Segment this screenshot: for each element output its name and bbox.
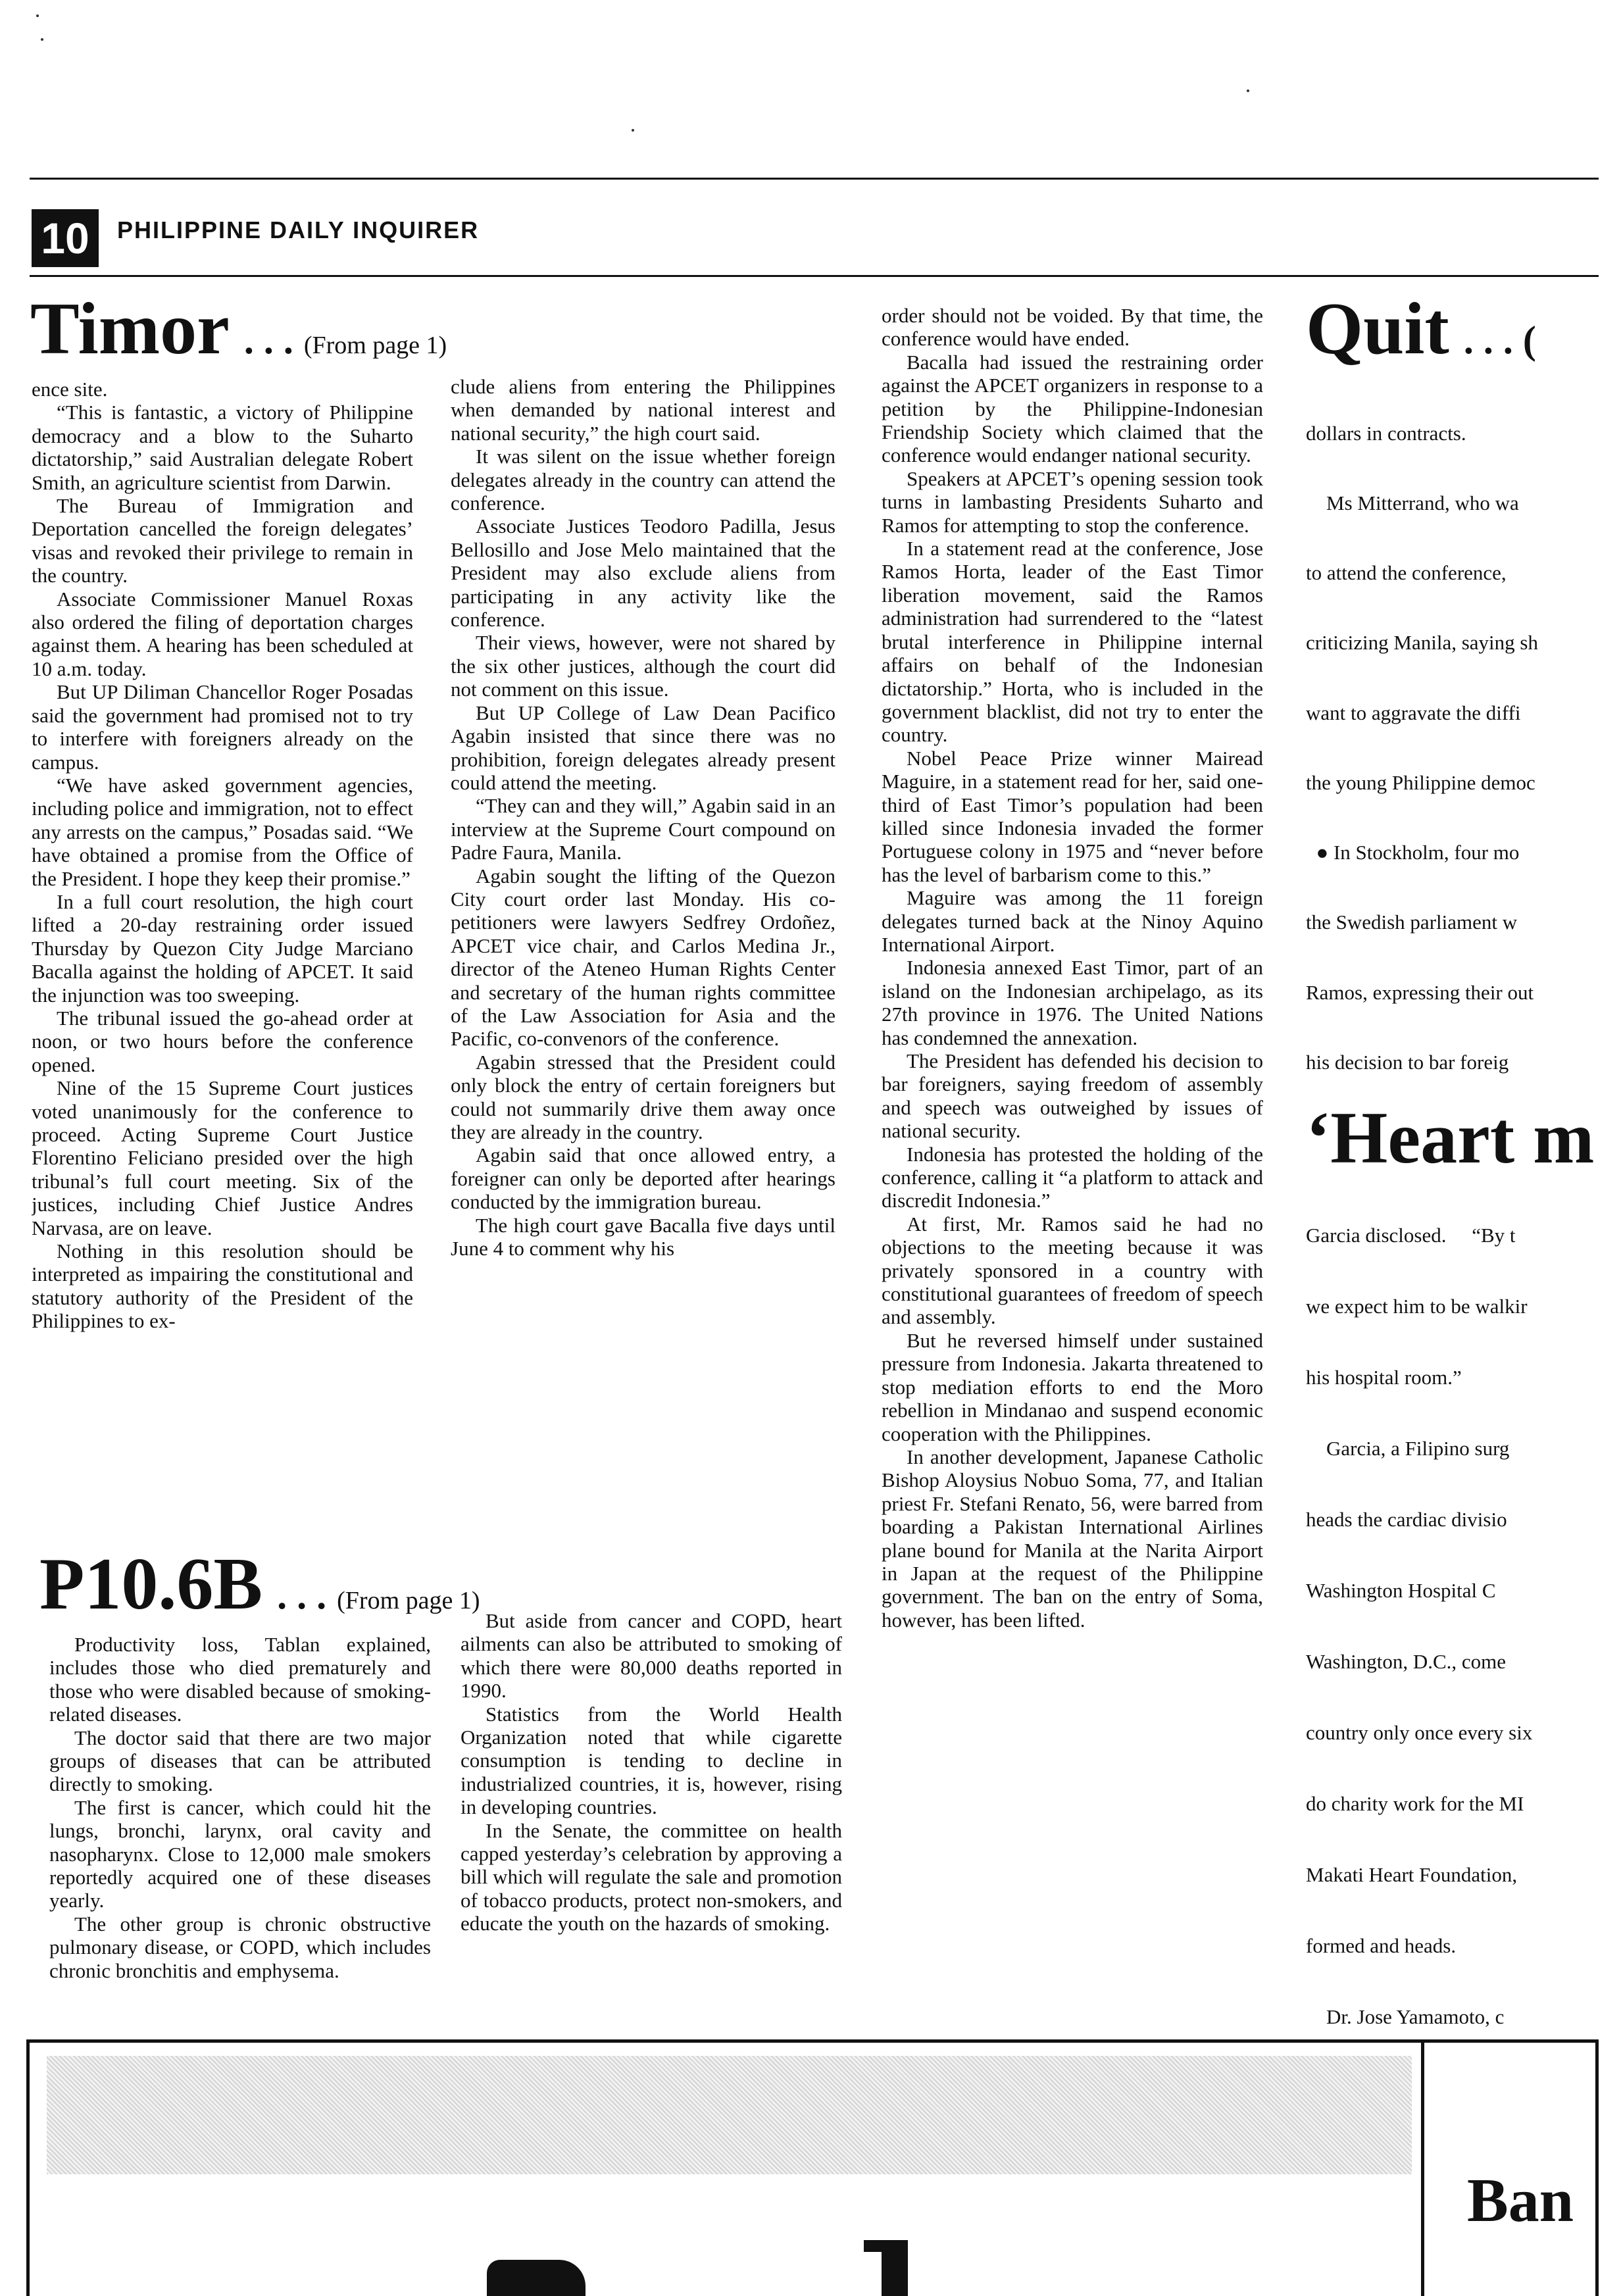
quit-line: Ramos, expressing their out: [1306, 980, 1534, 1004]
heart-line: formed and heads.: [1306, 1934, 1457, 1957]
quit-line: criticizing Manila, saying sh: [1306, 631, 1538, 655]
timor-headline-block: [30, 289, 853, 375]
timor-paragraph: The high court gave Bacalla five days until June 4 to comment why his: [451, 1213, 835, 1260]
quit-line: to attend the conference,: [1306, 561, 1507, 585]
timor-paragraph: At first, Mr. Ramos said he had no objections to the meeting because it was privately sponsored in a country with constitutional guarantees of freedom of speech and assembly.: [882, 1212, 1263, 1329]
heart-column: [1306, 1176, 1621, 2038]
timor-paragraph: “They can and they will,” Agabin said in an interview at the Supreme Court compound on Padre Faura, Manila.: [451, 794, 835, 864]
heart-line: Garcia disclosed. “By t: [1306, 1224, 1516, 1247]
timor-paragraph: The Bureau of Immigration and Deportation cancelled the foreign delegates’ visas and revoked their privilege to remain in the country.: [32, 494, 413, 587]
p106b-dots: . . .: [277, 1574, 327, 1617]
ad-headline-word: Ban: [1467, 2166, 1574, 2235]
quit-line: his decision to bar foreig: [1306, 1050, 1509, 1074]
timor-paragraph: The President has defended his decision to bar foreigners, saying freedom of assembly and speech was outweighed by issues of national security.: [882, 1049, 1263, 1143]
ad-display-letter-fragment: [864, 2240, 897, 2252]
timor-paragraph: The tribunal issued the go-ahead order at noon, or two hours before the conference opened.: [32, 1006, 413, 1076]
timor-paragraph: Associate Justices Teodoro Padilla, Jesus Bellosillo and Jose Melo maintained that the President may also exclude aliens from participating in any activity like the conference.: [451, 514, 835, 632]
heart-line: Dr. Jose Yamamoto, c: [1306, 2005, 1505, 2028]
quit-line: the Swedish parliament w: [1306, 911, 1518, 934]
ad-halftone-band: [47, 2056, 1412, 2174]
timor-dots: . . .: [243, 318, 293, 362]
scan-speck: [632, 129, 634, 132]
p106b-column-1: [49, 1633, 431, 2041]
p106b-paragraph: In the Senate, the committee on health capped yesterday’s celebration by approving a bill which will regulate the sale and promotion of tobacco products, protect non-smokers, and educate the youth on the hazards of smoking.: [461, 1818, 842, 1935]
p106b-paragraph: But aside from cancer and COPD, heart ailments can also be attributed to smoking of which there were 80,000 deaths reported in 1990.: [461, 1609, 842, 1703]
ad-vertical-rule: [1421, 2043, 1424, 2296]
quit-dots: . . . (: [1463, 318, 1536, 362]
heart-line: Garcia, a Filipino surg: [1306, 1437, 1510, 1460]
timor-paragraph: Bacalla had issued the restraining order against the APCET organizers in response to a petition by the Philippine-Indonesian Friendship Society which claimed that the conference would endanger national security.: [882, 350, 1263, 467]
quit-headline-block: [1306, 289, 1621, 375]
page-number: 10: [41, 214, 89, 262]
quit-line: Ms Mitterrand, who wa: [1306, 491, 1519, 515]
timor-paragraph: Nine of the 15 Supreme Court justices voted unanimously for the conference to proceed. Acting Supreme Court Justice Florentino Feliciano presided over the high tribunal’s full court meeting. Six of the justices, including Chief Justice Andres Narvasa, are on leave.: [32, 1076, 413, 1239]
heart-headline: ‘Heart m: [1306, 1099, 1595, 1179]
p106b-paragraph: The first is cancer, which could hit the lungs, bronchi, larynx, oral cavity and nasopharynx. Close to 12,000 male smokers reportedly acquired one of these diseases yearly.: [49, 1795, 431, 1912]
timor-paragraph: Nothing in this resolution should be interpreted as impairing the constitutional and statutory authority of the President of the Philippines to ex-: [32, 1239, 413, 1333]
page-number-box: [32, 209, 99, 267]
timor-paragraph: Maguire was among the 11 foreign delegates turned back at the Ninoy Aquino International Airport.: [882, 886, 1263, 956]
scan-speck: [36, 14, 39, 17]
top-rule: [30, 178, 1599, 180]
advertisement-box: [26, 2039, 1599, 2296]
heart-line: Makati Heart Foundation,: [1306, 1863, 1518, 1886]
p106b-paragraph: The doctor said that there are two major groups of diseases that can be attributed directly to smoking.: [49, 1726, 431, 1796]
quit-line: ● In Stockholm, four mo: [1306, 841, 1520, 864]
masthead-rule: [30, 275, 1599, 277]
timor-paragraph: Indonesia has protested the holding of the conference, calling it “a platform to attack and discredit Indonesia.”: [882, 1142, 1263, 1212]
timor-paragraph: But UP College of Law Dean Pacifico Agabin insisted that since there was no prohibition, foreign delegates already present could attend the meeting.: [451, 701, 835, 794]
scan-speck: [1247, 89, 1249, 92]
timor-column-3: [882, 304, 1263, 2041]
timor-paragraph: Indonesia annexed East Timor, part of an island on the Indonesian archipelago, as its 27th province in 1976. The United Nations has condemned the annexation.: [882, 956, 1263, 1049]
p106b-paragraph: The other group is chronic obstructive pulmonary disease, or COPD, which includes chronic bronchitis and emphysema.: [49, 1912, 431, 1982]
p106b-paragraph: Statistics from the World Health Organization noted that while cigarette consumption is tending to decline in industrialized countries, it is, however, rising in developing countries.: [461, 1702, 842, 1819]
timor-paragraph: Nobel Peace Prize winner Mairead Maguire, in a statement read for her, said one-third of East Timor’s population had been killed since Indonesia invaded the former Portuguese colony in 1975 and “never before has the level of barbarism come to this.”: [882, 746, 1263, 886]
timor-column-2: [451, 375, 835, 1543]
timor-paragraph: In another development, Japanese Catholic Bishop Aloysius Nobuo Soma, 77, and Italian priest Fr. Stefani Renato, 56, were barred from boarding a Pakistan International Airlines plane bound for Manila at the Narita Airport in Japan at the request of the Philippine government. The ban on the entry of Soma, however, has been lifted.: [882, 1445, 1263, 1632]
heart-headline-block: [1306, 1099, 1621, 1181]
timor-paragraph: Associate Commissioner Manuel Roxas also ordered the filing of deportation charges against them. A hearing has been scheduled at 10 a.m. today.: [32, 587, 413, 680]
p106b-paragraph: Productivity loss, Tablan explained, includes those who died prematurely and those who were disabled because of smoking-related diseases.: [49, 1633, 431, 1726]
heart-line: country only once every six: [1306, 1721, 1533, 1744]
timor-headline: Timor: [30, 289, 230, 370]
heart-line: Washington Hospital C: [1306, 1579, 1496, 1602]
timor-paragraph: Speakers at APCET’s opening session took turns in lambasting Presidents Suharto and Ramos for attempting to stop the conference.: [882, 466, 1263, 537]
timor-column-1: [32, 378, 413, 1542]
timor-paragraph: “We have asked government agencies, including police and immigration, not to effect any arrests on the campus,” Posadas said. “We have obtained a promise from the Office of the President. I hope they keep their promise.”: [32, 773, 413, 890]
p106b-column-2: [461, 1609, 842, 2041]
timor-paragraph: Agabin stressed that the President could only block the entry of certain foreigners but could not summarily drive them away once they are already in the country.: [451, 1050, 835, 1143]
quit-column: [1306, 375, 1621, 1102]
heart-line: do charity work for the MI: [1306, 1792, 1524, 1815]
heart-line: heads the cardiac divisio: [1306, 1508, 1507, 1531]
heart-line: Washington, D.C., come: [1306, 1650, 1507, 1673]
timor-paragraph: Agabin sought the lifting of the Quezon City court order last Monday. His co-petitioners were lawyers Sedfrey Ordoñez, APCET vice chair, and Carlos Medina Jr., director of the Ateneo Human Rights Center and secretary of the human rights committee of the Law Association for Asia and the Pacific, co-convenors of the conference.: [451, 864, 835, 1051]
timor-paragraph: In a full court resolution, the high court lifted a 20-day restraining order issued Thursday by Quezon City Judge Marciano Bacalla against the holding of APCET. It said the injunction was too sweeping.: [32, 889, 413, 1007]
timor-paragraph: It was silent on the issue whether foreign delegates already in the country can attend the conference.: [451, 445, 835, 515]
quit-line: the young Philippine democ: [1306, 770, 1535, 794]
heart-line: his hospital room.”: [1306, 1366, 1462, 1389]
timor-paragraph: But UP Diliman Chancellor Roger Posadas said the government had promised not to try to interfere with foreigners already on the campus.: [32, 680, 413, 774]
timor-paragraph: order should not be voided. By that time, the conference would have ended.: [882, 304, 1263, 351]
timor-paragraph: “This is fantastic, a victory of Philippine democracy and a blow to the Suharto dictatorship,” said Australian delegate Robert Smith, an agriculture scientist from Darwin.: [32, 401, 413, 494]
quit-line: dollars in contracts.: [1306, 421, 1466, 445]
timor-paragraph: clude aliens from entering the Philippines when demanded by national interest and national security,” the high court said.: [451, 375, 835, 445]
quit-headline: Quit: [1306, 289, 1449, 370]
scan-speck: [41, 38, 43, 41]
timor-jump-line: (From page 1): [303, 332, 447, 359]
p106b-jump-line: (From page 1): [337, 1587, 480, 1614]
p106b-headline: P10.6B: [39, 1545, 263, 1625]
timor-paragraph: In a statement read at the conference, Jose Ramos Horta, leader of the East Timor liberation movement, said the Ramos administration had surrendered to the “latest brutal interference in Philippine internal affairs on behalf of the Indonesian dictatorship.” Horta, who is included in the government blacklist, did not try to enter the country.: [882, 537, 1263, 747]
ad-display-letter-fragment: [487, 2260, 586, 2296]
timor-paragraph: Agabin said that once allowed entry, a foreigner can only be deported after hearings conducted by the immigration bureau.: [451, 1143, 835, 1214]
timor-paragraph: ence site.: [32, 378, 108, 401]
newspaper-name: PHILIPPINE DAILY INQUIRER: [117, 216, 480, 243]
quit-line: want to aggravate the diffi: [1306, 701, 1521, 724]
timor-paragraph: But he reversed himself under sustained pressure from Indonesia. Jakarta threatened to stop mediation efforts to end the Moro rebellion in Mindanao and suspend economic cooperation with the Philippines.: [882, 1328, 1263, 1445]
timor-paragraph: Their views, however, were not shared by the six other justices, although the court did not comment on this issue.: [451, 631, 835, 701]
heart-line: we expect him to be walkir: [1306, 1295, 1528, 1318]
